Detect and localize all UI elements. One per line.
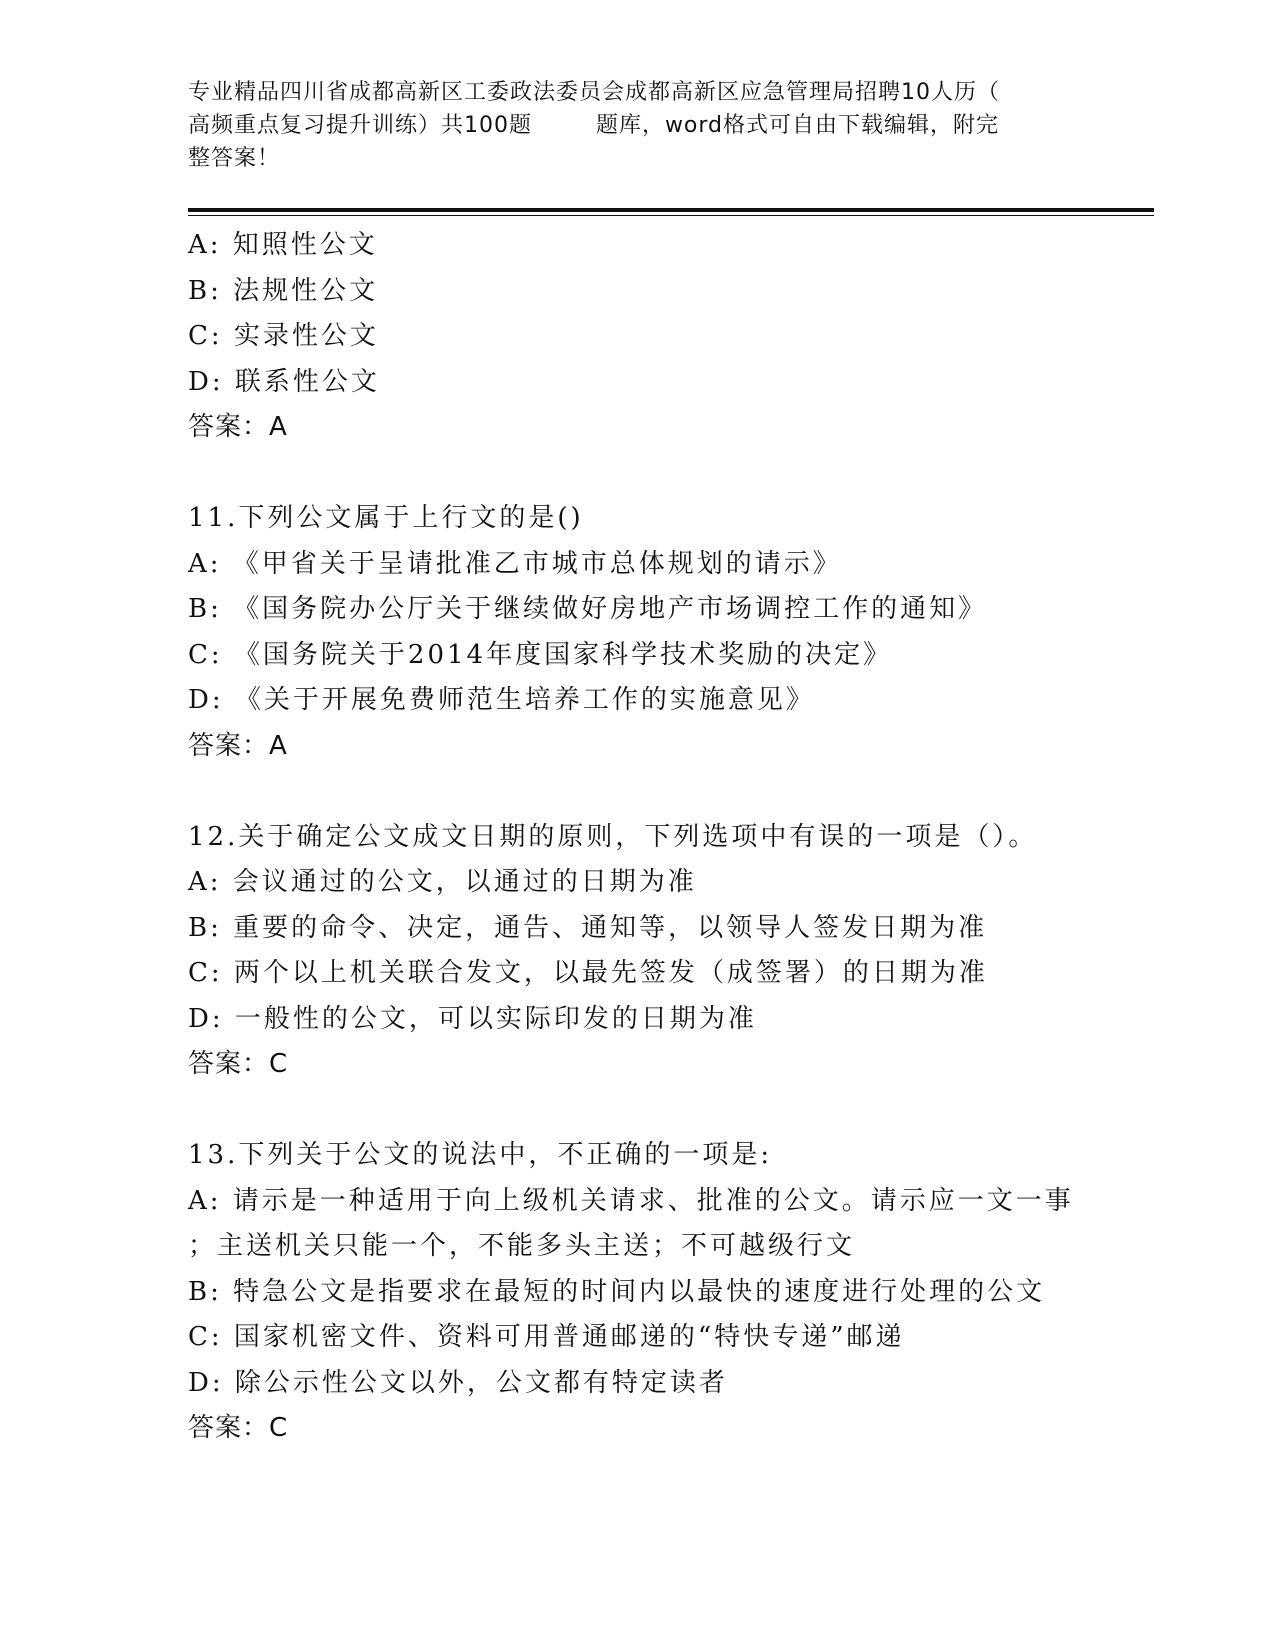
option-d: D: 一般性的公文，可以实际印发的日期为准 <box>188 1003 757 1034</box>
spacer <box>188 451 1148 497</box>
option-c: C: 国家机密文件、资料可用普通邮递的“特快专递”邮递 <box>188 1322 905 1352</box>
option-b: B: 法规性公文 <box>188 275 379 306</box>
spacer <box>188 769 1148 815</box>
question-title: 11.下列公文属于上行文的是() <box>188 503 584 533</box>
header-line-1: 专业精品四川省成都高新区工委政法委员会成都高新区应急管理局招聘10人历（ <box>188 80 1000 105</box>
option-d: D: 除公示性公文以外，公文都有特定读者 <box>188 1367 728 1398</box>
header-divider-thin <box>188 215 1154 216</box>
option-d: D: 《关于开展免费师范生培养工作的实施意见》 <box>188 685 815 715</box>
question-list <box>188 223 1148 1452</box>
document-header <box>188 76 1068 175</box>
option-b: B: 重要的命令、决定，通告、通知等，以领导人签发日期为准 <box>188 912 988 943</box>
answer: 答案：A <box>188 412 288 442</box>
option-c: C: 《国务院关于2014年度国家科学技术奖励的决定》 <box>188 639 893 670</box>
header-line-2: 高频重点复习提升训练）共100题 题库，word格式可自由下载编辑，附完 <box>188 113 1000 138</box>
question-11 <box>188 496 1148 769</box>
question-title: 13.下列关于公文的说法中，不正确的一项是: <box>188 1140 773 1170</box>
option-d: D: 联系性公文 <box>188 366 380 397</box>
question-title: 12.关于确定公文成文日期的原则，下列选项中有误的一项是（）。 <box>188 821 1038 852</box>
option-a: A: 《甲省关于呈请批准乙市城市总体规划的请示》 <box>188 548 842 579</box>
answer: 答案：C <box>188 1413 289 1443</box>
question-10 <box>188 223 1148 451</box>
option-b: B: 《国务院办公厅关于继续做好房地产市场调控工作的通知》 <box>188 594 988 624</box>
option-a: A: 知照性公文 <box>188 230 378 260</box>
question-13 <box>188 1133 1148 1452</box>
option-c: C: 两个以上机关联合发文，以最先签发（成签署）的日期为准 <box>188 958 988 988</box>
option-a: A: 会议通过的公文，以通过的日期为准 <box>188 867 697 897</box>
header-divider-thick <box>188 208 1154 212</box>
spacer <box>188 1088 1148 1134</box>
option-a-line-1: A: 请示是一种适用于向上级机关请求、批准的公文。请示应一文一事 <box>188 1185 1074 1216</box>
header-line-3: 整答案！ <box>188 146 281 171</box>
answer: 答案：C <box>188 1049 289 1079</box>
option-a-line-2: ；主送机关只能一个，不能多头主送；不可越级行文 <box>188 1231 856 1261</box>
option-c: C: 实录性公文 <box>188 321 379 351</box>
question-12 <box>188 815 1148 1088</box>
answer: 答案：A <box>188 730 288 761</box>
option-b: B: 特急公文是指要求在最短的时间内以最快的速度进行处理的公文 <box>188 1276 1046 1307</box>
